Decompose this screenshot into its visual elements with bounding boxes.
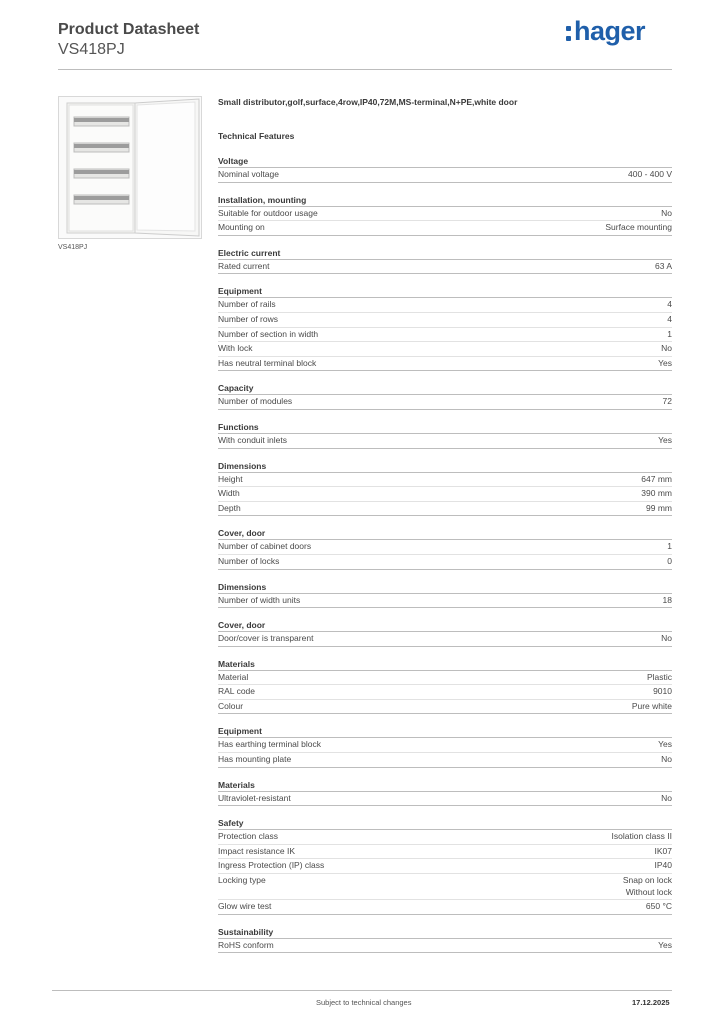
- spec-group-title: Sustainability: [218, 926, 672, 939]
- spec-group-title: Installation, mounting: [218, 194, 672, 207]
- spec-value: Pure white: [631, 700, 672, 711]
- spec-row: [218, 328, 672, 343]
- spec-value: 1: [667, 541, 672, 552]
- spec-value: 647 mm: [641, 473, 672, 484]
- spec-value-line: Snap on lock: [622, 875, 672, 886]
- spec-group-title: Capacity: [218, 382, 672, 395]
- spec-label: Number of locks: [218, 555, 280, 566]
- spec-label: Number of modules: [218, 396, 293, 407]
- spec-row: [218, 900, 672, 915]
- spec-row: [218, 874, 672, 900]
- spec-row: [218, 487, 672, 502]
- spec-label: Ingress Protection (IP) class: [218, 860, 325, 871]
- spec-group: [218, 155, 672, 183]
- spec-value: Surface mounting: [605, 222, 672, 233]
- spec-value: 9010: [653, 686, 672, 697]
- spec-value: 72: [662, 396, 672, 407]
- spec-value: 390 mm: [641, 488, 672, 499]
- spec-group: [218, 285, 672, 371]
- spec-group: [218, 658, 672, 715]
- spec-group-title: Voltage: [218, 155, 672, 168]
- specification-content: [218, 96, 672, 953]
- spec-row: [218, 792, 672, 807]
- spec-value: 400 - 400 V: [628, 169, 672, 179]
- spec-row: [218, 473, 672, 488]
- page-title: Product Datasheet: [58, 21, 200, 38]
- spec-label: Mounting on: [218, 222, 265, 233]
- spec-group-title: Equipment: [218, 725, 672, 738]
- spec-group-title: Cover, door: [218, 527, 672, 540]
- spec-group-title: Materials: [218, 779, 672, 792]
- hager-logo: [566, 14, 662, 48]
- product-code: VS418PJ: [58, 41, 125, 58]
- spec-row: [218, 298, 672, 313]
- spec-value: No: [661, 207, 672, 218]
- spec-row: [218, 738, 672, 753]
- spec-group: [218, 725, 672, 767]
- spec-row: [218, 540, 672, 555]
- spec-label: Colour: [218, 700, 244, 711]
- spec-row: [218, 685, 672, 700]
- spec-label: With lock: [218, 343, 253, 354]
- spec-row: [218, 859, 672, 874]
- spec-row: [218, 830, 672, 845]
- spec-label: Width: [218, 488, 240, 499]
- spec-group: [218, 619, 672, 647]
- spec-label: Height: [218, 473, 243, 484]
- features-heading: Technical Features: [218, 131, 295, 141]
- spec-row: [218, 434, 672, 449]
- spec-value: 1: [667, 328, 672, 339]
- spec-group: [218, 527, 672, 569]
- logo-wordmark: hager: [574, 16, 646, 46]
- spec-value: 63 A: [654, 260, 672, 271]
- spec-row: [218, 700, 672, 715]
- spec-value: 0: [667, 555, 672, 566]
- spec-row: [218, 555, 672, 570]
- spec-value: Yes: [658, 357, 672, 368]
- spec-group-title: Functions: [218, 421, 672, 434]
- spec-group: [218, 779, 672, 807]
- spec-row: [218, 753, 672, 768]
- footer-date: 17.12.2025: [632, 998, 670, 1007]
- spec-label: Number of cabinet doors: [218, 541, 312, 552]
- spec-row: [218, 671, 672, 686]
- spec-row: [218, 357, 672, 372]
- spec-label: Number of rails: [218, 299, 276, 310]
- spec-label: Door/cover is transparent: [218, 633, 314, 644]
- spec-value: Isolation class II: [611, 831, 672, 842]
- spec-groups: [218, 155, 672, 953]
- spec-label: Has mounting plate: [218, 754, 292, 765]
- spec-group-title: Dimensions: [218, 581, 672, 594]
- spec-group-title: Cover, door: [218, 619, 672, 632]
- spec-row: [218, 207, 672, 222]
- spec-value: No: [661, 792, 672, 803]
- image-caption: VS418PJ: [58, 244, 88, 251]
- spec-value: 99 mm: [646, 502, 672, 513]
- spec-value: 4: [667, 299, 672, 310]
- spec-value: Plastic: [646, 671, 672, 682]
- spec-group: [218, 247, 672, 275]
- spec-value: 4: [667, 313, 672, 324]
- spec-group: [218, 421, 672, 449]
- spec-label: RAL code: [218, 686, 256, 697]
- spec-group: [218, 382, 672, 410]
- spec-value: IK07: [654, 845, 672, 856]
- spec-label: Rated current: [218, 260, 270, 271]
- spec-value-line: Without lock: [625, 886, 672, 897]
- product-description: Small distributor,golf,surface,4row,IP40,72M,MS-terminal,N+PE,white door: [218, 97, 518, 107]
- spec-label: Impact resistance IK: [218, 845, 296, 856]
- spec-group-title: Safety: [218, 817, 672, 830]
- spec-row: [218, 939, 672, 954]
- spec-group-title: Equipment: [218, 285, 672, 298]
- footer-note: Subject to technical changes: [316, 998, 412, 1007]
- spec-label: RoHS conform: [218, 939, 274, 950]
- spec-value: [623, 874, 672, 899]
- header-divider: [58, 69, 672, 70]
- distribution-board-illustration: [59, 97, 201, 238]
- spec-row: [218, 168, 672, 183]
- spec-value: IP40: [654, 860, 672, 871]
- spec-label: Suitable for outdoor usage: [218, 207, 318, 218]
- spec-label: Number of rows: [218, 313, 278, 324]
- spec-label: Nominal voltage: [218, 169, 279, 179]
- spec-row: [218, 632, 672, 647]
- spec-label: Has neutral terminal block: [218, 357, 317, 368]
- spec-label: With conduit inlets: [218, 434, 287, 445]
- spec-value: No: [661, 343, 672, 354]
- spec-row: [218, 342, 672, 357]
- spec-value: 18: [662, 594, 672, 605]
- spec-group: [218, 581, 672, 609]
- header: [58, 20, 199, 60]
- spec-row: [218, 221, 672, 236]
- product-image: [58, 96, 202, 239]
- spec-label: Protection class: [218, 831, 278, 842]
- spec-label: Material: [218, 671, 249, 682]
- spec-row: [218, 845, 672, 860]
- spec-value: 650 °C: [645, 901, 672, 912]
- spec-group: [218, 194, 672, 236]
- spec-group: [218, 460, 672, 517]
- spec-group: [218, 817, 672, 914]
- spec-value: No: [661, 633, 672, 644]
- spec-label: Ultraviolet-resistant: [218, 792, 291, 803]
- footer-divider: [52, 990, 672, 991]
- spec-row: [218, 260, 672, 275]
- spec-value: No: [661, 754, 672, 765]
- spec-label: Locking type: [218, 875, 266, 886]
- spec-row: [218, 502, 672, 517]
- spec-group-title: Materials: [218, 658, 672, 671]
- spec-label: Glow wire test: [218, 901, 272, 912]
- spec-group-title: Electric current: [218, 247, 672, 260]
- spec-value: Yes: [658, 434, 672, 445]
- spec-label: Number of width units: [218, 594, 301, 605]
- spec-row: [218, 313, 672, 328]
- spec-row: [218, 395, 672, 410]
- spec-label: Number of section in width: [218, 328, 319, 339]
- spec-row: [218, 594, 672, 609]
- spec-label: Has earthing terminal block: [218, 739, 321, 750]
- spec-group-title: Dimensions: [218, 460, 672, 473]
- spec-group: [218, 926, 672, 954]
- spec-label: Depth: [218, 502, 241, 513]
- spec-value: Yes: [658, 939, 672, 950]
- spec-value: Yes: [658, 739, 672, 750]
